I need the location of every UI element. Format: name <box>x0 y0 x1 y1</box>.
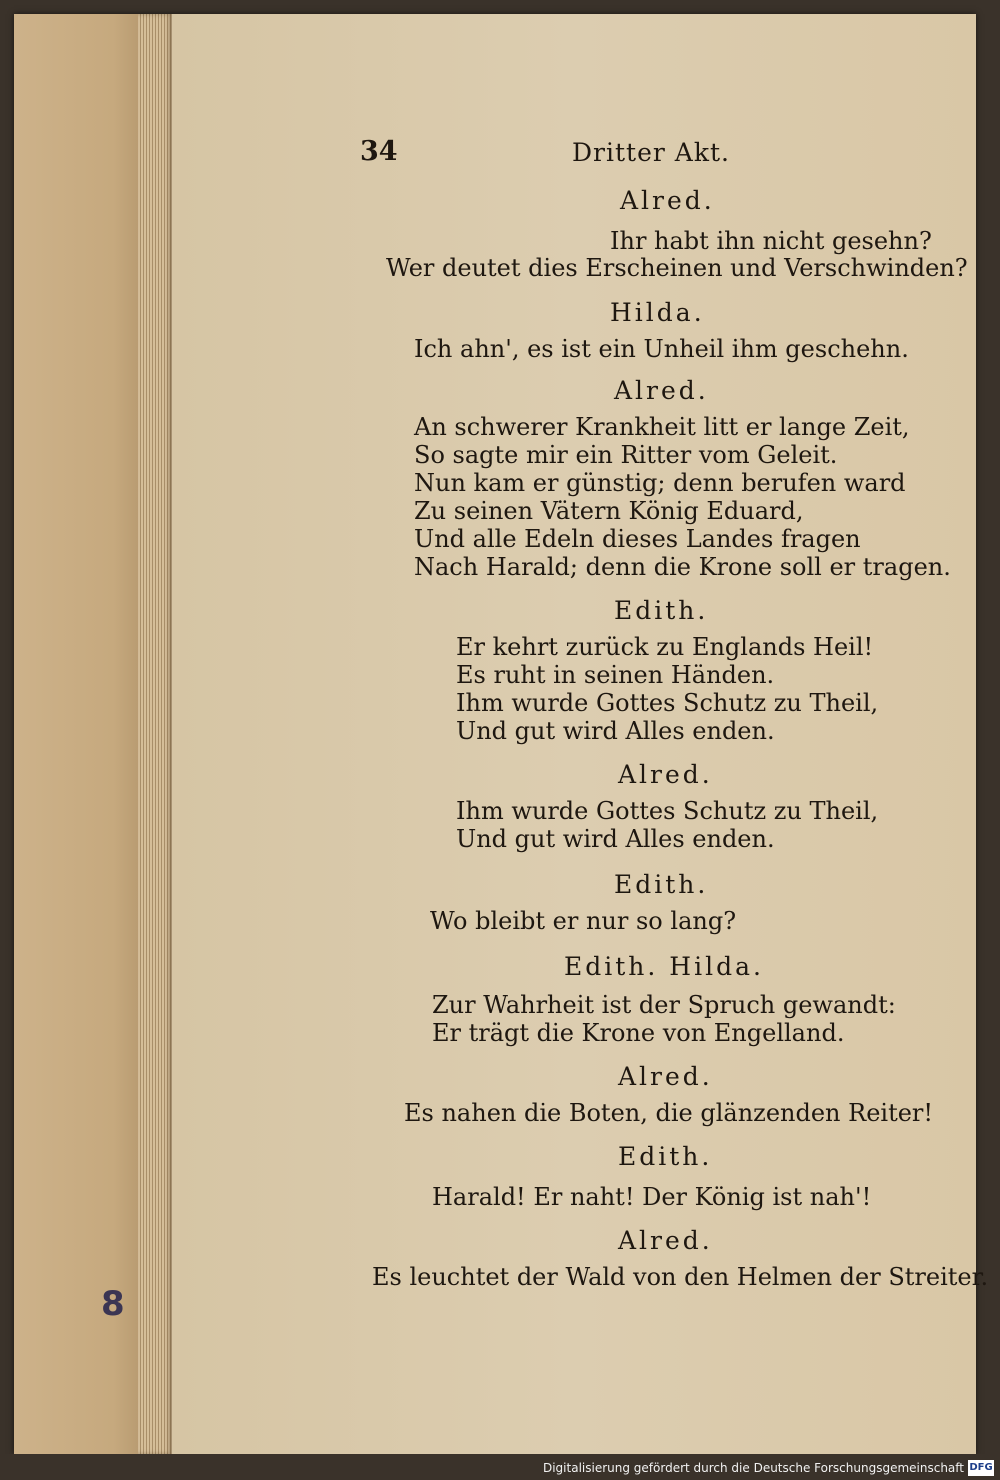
verse-line: Ich ahn', es ist ein Unheil ihm geschehn. <box>414 335 909 363</box>
speaker-name: Edith. <box>618 1142 713 1171</box>
verse-line: Es nahen die Boten, die glänzenden Reiter! <box>404 1099 934 1127</box>
funding-notice: Digitalisierung gefördert durch die Deutsche Forschungsgemeinschaft <box>542 1461 964 1475</box>
speaker-name: Edith. <box>614 596 709 625</box>
speaker-name: Hilda. <box>610 298 705 327</box>
running-header: Dritter Akt. <box>572 138 730 167</box>
verse-line: Ihm wurde Gottes Schutz zu Theil, <box>456 797 879 825</box>
speaker-name: Alred. <box>618 760 713 789</box>
verse-line: Und alle Edeln dieses Landes fragen <box>414 525 861 553</box>
speaker-name: Alred. <box>618 1226 713 1255</box>
verse-line: Es leuchtet der Wald von den Helmen der Streiter. <box>372 1263 989 1291</box>
verse-line: Ihr habt ihn nicht gesehn? <box>610 227 932 255</box>
footer-bar <box>0 1454 1000 1480</box>
verse-line: Nun kam er günstig; denn berufen ward <box>414 469 906 497</box>
verse-line: So sagte mir ein Ritter vom Geleit. <box>414 441 838 469</box>
verse-line: Harald! Er naht! Der König ist nah'! <box>432 1183 872 1211</box>
speaker-name: Edith. <box>614 870 709 899</box>
verse-line: Nach Harald; denn die Krone soll er tragen. <box>414 553 951 581</box>
speaker-name: Alred. <box>618 1062 713 1091</box>
verse-line: Wo bleibt er nur so lang? <box>430 907 737 935</box>
verse-line: Und gut wird Alles enden. <box>456 717 775 745</box>
verse-line: An schwerer Krankheit litt er lange Zeit, <box>414 413 910 441</box>
verse-line: Ihm wurde Gottes Schutz zu Theil, <box>456 689 879 717</box>
verse-line: Wer deutet dies Erscheinen und Verschwinden? <box>386 254 968 282</box>
verse-line: Und gut wird Alles enden. <box>456 825 775 853</box>
speaker-name: Alred. <box>620 186 715 215</box>
verse-line: Zu seinen Vätern König Eduard, <box>414 497 804 525</box>
page-number: 34 <box>360 136 398 167</box>
verse-line: Zur Wahrheit ist der Spruch gewandt: <box>432 991 896 1019</box>
verse-line: Es ruht in seinen Händen. <box>456 661 775 689</box>
speaker-name: Edith. Hilda. <box>564 952 764 981</box>
verse-line: Er kehrt zurück zu Englands Heil! <box>456 633 874 661</box>
library-stamp: 8 <box>101 1284 125 1324</box>
verse-line: Er trägt die Krone von Engelland. <box>432 1019 845 1047</box>
dfg-logo-icon: DFG <box>968 1460 994 1476</box>
speaker-name: Alred. <box>614 376 709 405</box>
